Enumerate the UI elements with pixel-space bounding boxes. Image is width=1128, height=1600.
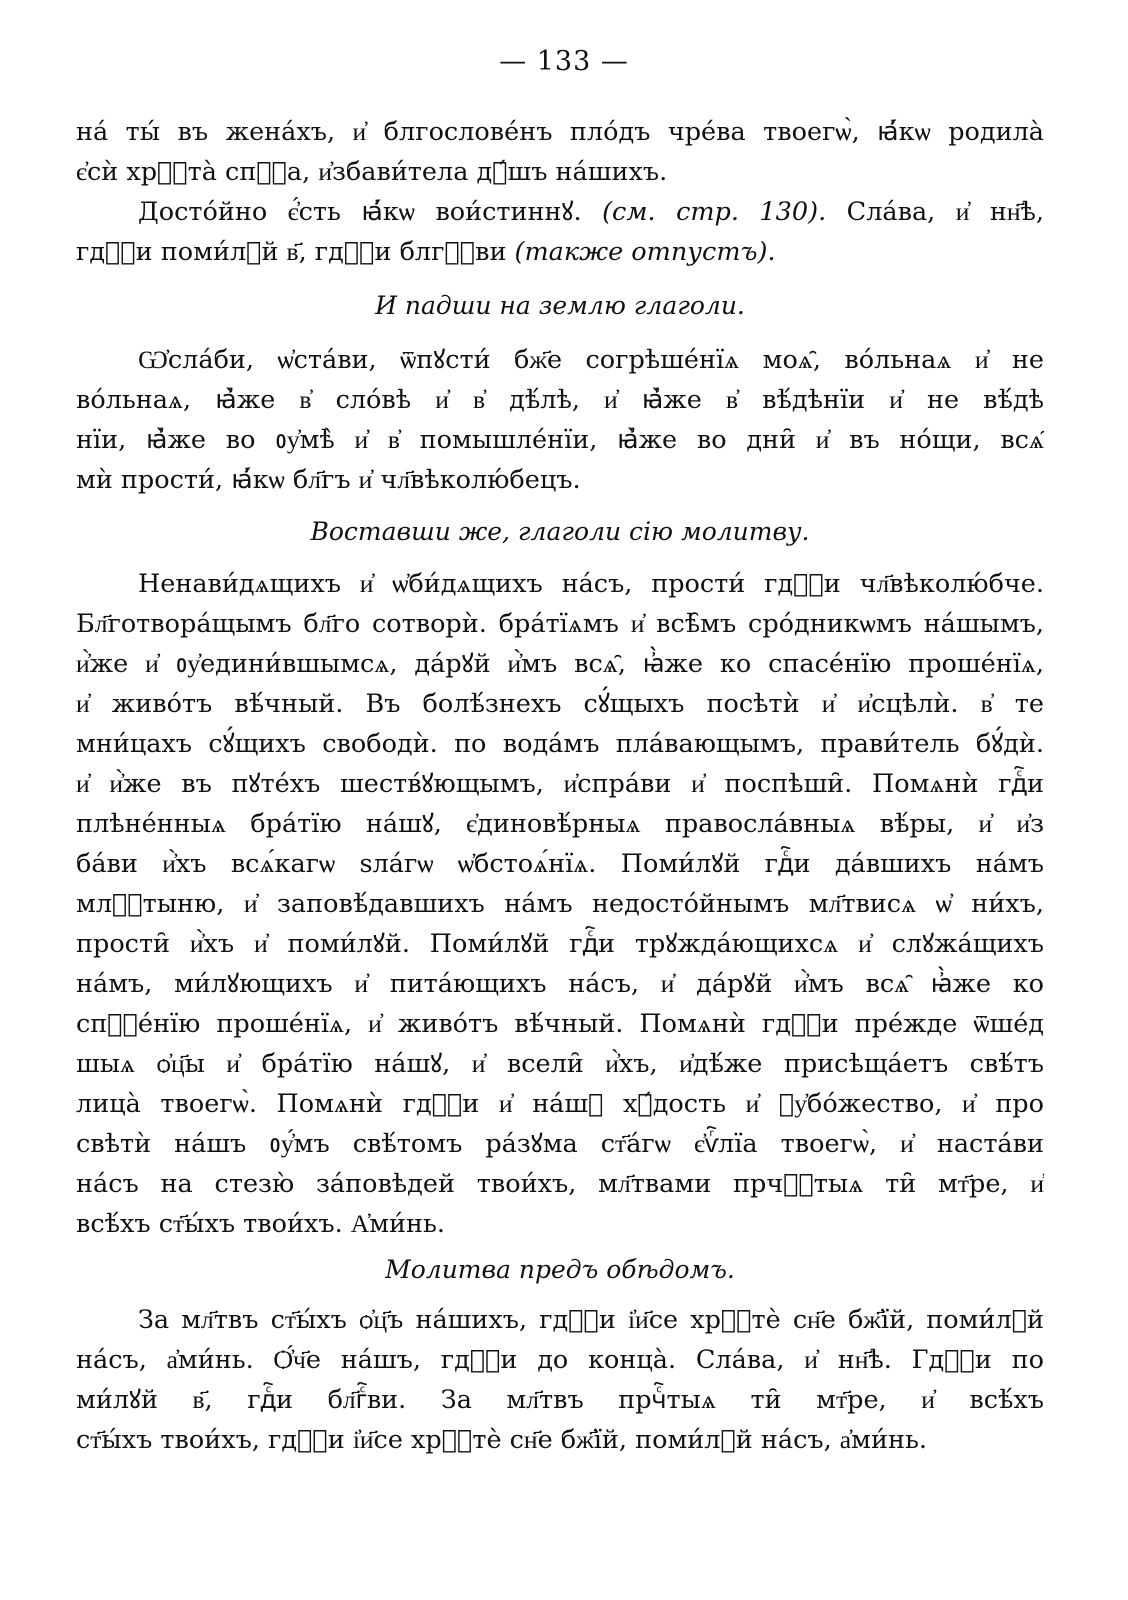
text-line: спⷭ҇е́нїю проше́нїѧ, и҆ живо́тъ вѣ́чный. Помѧнѝ гдⷭ҇и пре́жде ѿше́д [76,1009,1044,1039]
text-line: нїи, ꙗ҆̀же во ᲂу҆мѣ̀ и҆ в҆ помышле́нїи, ꙗ҆̀же во дни̑ и҆ въ но́щи, всѧ̑ [76,425,1044,455]
text-line: є҆сѝ хрⷭ҇та̀ спⷭ҇а, и҆збави́тела дꙋ́шъ на́шихъ. [76,157,668,187]
text-line: плѣне́нныѧ бра́тїю на́шꙋ, є҆диновѣ́рныѧ правосла́вныѧ вѣ́ры, и҆ и҆з [76,809,1044,839]
page-number: — 133 — [499,46,629,77]
text-line: и҆ и҆̀же въ пꙋте́хъ шеств́ꙋющымъ, и҆спра́ви и҆ поспѣши̑. Помѧнѝ гдⷭ҇и [76,769,1044,799]
text-line: Ненави́дѧщихъ и҆ ѡ҆би́дѧщихъ на́съ, прости́ гдⷭ҇и чл҃вѣколю́бче. [138,569,1044,599]
text-line: шыѧ ѻ҆ц҃ы и҆ бра́тїю на́шꙋ, и҆ всели̑ и҆̀хъ, и҆дѣ́же присѣща́етъ свѣ́тъ [76,1049,1044,1079]
text-line: всѣ́хъ ст҃ы́хъ твои́хъ. А҆ми́нь. [76,1209,446,1239]
rubric-heading: И падши на землю глаголи. [375,291,745,320]
text-line: на́мъ, ми́лꙋющихъ и҆ пита́ющихъ на́съ, и҆ да́рꙋй и҆̀мъ всѧ̑ ꙗ҆̀же ко [76,969,1044,999]
prayer-paragraph [76,340,1044,500]
text-line: мѝ прости́, ꙗ҆́кѡ бл҃гъ и҆ чл҃вѣколю́бецъ. [76,465,581,495]
prayer-paragraph [76,564,1044,1244]
rubric-heading: Молитва предъ обѣдомъ. [385,1255,735,1284]
text-line: ст҃ы́хъ твои́хъ, гдⷭ҇и і҆и҃се хрⷭ҇тѐ сн҃е бж҃їй, поми́лꙋй на́съ, а҆ми́нь. [76,1425,927,1455]
text-line: и҆ живо́тъ вѣ́чный. Въ болѣ́знехъ сꙋ́щыхъ посѣтѝ и҆ и҆сцѣлѝ. в҆ те [76,689,1044,719]
text-line: прости̑ и҆̀хъ и҆ поми́лꙋй. Поми́лꙋй гдⷭ҇и трꙋжда́ющихсѧ и҆ слꙋжа́щихъ [76,929,1044,959]
text-run: Досто́йно є҆́сть ꙗ҆́кѡ вои́стиннꙋ. [138,197,603,227]
text-line: во́льнаѧ, ꙗ҆̀же в҆ сло́вѣ и҆ в҆ дѣ́лѣ, и҆ ꙗ҆̀же в҆ вѣ́дѣнїи и҆ не вѣ́дѣ [76,385,1044,415]
text-line: на́съ на стезю̀ за́повѣдей твои́хъ, мл҃твами прчⷭ҇тыѧ ти̑ мт҃ре, и҆ [76,1169,1044,1199]
text-line: Ѡ҆сла́би, ѡ҆ста́ви, ѿпꙋсти́ бж҃е согрѣше́нїѧ моѧ̑, во́льнаѧ и҆ не [138,345,1044,375]
text-line: свѣтѝ на́шъ ᲂу҆́мъ свѣ́томъ ра́зꙋма ст҃а́гѡ є҆ѵⷢ҇лїа твоегѡ̀, и҆ наста́ви [76,1129,1044,1159]
text-line [76,232,1044,272]
text-line: лица̀ твоегѡ̀. Помѧнѝ гдⷭ҇и и҆ на́шꙋ хꙋ́дость и҆ ᲂу҆бо́жество, и҆ про [76,1089,1044,1119]
page-reference: (см. стр. 130). [602,197,827,227]
prayer-paragraph [76,1300,1044,1460]
text-line: ба́ви и҆̀хъ всѧ́кагѡ ѕла́гѡ ѡ҆бстоѧ́нїѧ. Поми́лꙋй гдⷭ҇и да́вшихъ на́мъ [76,849,1044,879]
text-run: гдⷭ҇и поми́лꙋй в҃, гдⷭ҇и блгⷭ҇ви [76,237,515,267]
text-line: млⷭ҇тыню, и҆ заповѣ́давшихъ на́мъ недосто́йнымъ мл҃твисѧ ѡ҆ ни́хъ, [76,889,1044,919]
text-line: на́съ, а҆ми́нь. Ѻ҆́ч҃е на́шъ, гдⷭ҇и до конца̀. Сла́ва, и҆ нн҃ѣ. Гдⷭ҇и по [76,1345,1044,1375]
text-line: За мл҃твъ ст҃ы́хъ ѻ҆ц҃ъ на́шихъ, гдⷭ҇и і҆и҃се хрⷭ҇тѐ сн҃е бж҃їй, поми́лꙋй [138,1305,1044,1335]
rubric-note: (также отпустъ). [514,237,776,267]
section-continuation [76,112,1044,272]
text-line: мни́цахъ сꙋ́щихъ свободѝ. по вода́мъ пла́вающымъ, прави́тель бꙋ́дѝ. [76,729,1044,759]
text-line: на́ ты́ въ жена́хъ, и҆ блгослове́нъ пло́дъ чре́ва твоегѡ̀, ꙗ҆́кѡ родила̀ [76,117,1044,147]
text-run: Сла́ва, и҆ нн҃ѣ, [826,197,1044,227]
text-line: Бл҃готвора́щымъ бл҃го сотворѝ. бра́тїѧмъ и҆ всѣ̑мъ сро́дникѡмъ на́шымъ, [76,609,1044,639]
text-line [76,192,1044,232]
text-line: и҆̀же и҆ ᲂу҆едини́вшымсѧ, да́рꙋй и҆̀мъ всѧ̑, ꙗ҆̀же ко спасе́нїю проше́нїѧ, [76,649,1044,679]
rubric-heading: Воставши же, глаголи сію молитву. [310,517,810,546]
text-line: ми́лꙋй в҃, гдⷭ҇и бл҃гⷭ҇ви. За мл҃твъ прчⷭ҇тыѧ ти̑ мт҃ре, и҆ всѣ́хъ [76,1385,1044,1415]
